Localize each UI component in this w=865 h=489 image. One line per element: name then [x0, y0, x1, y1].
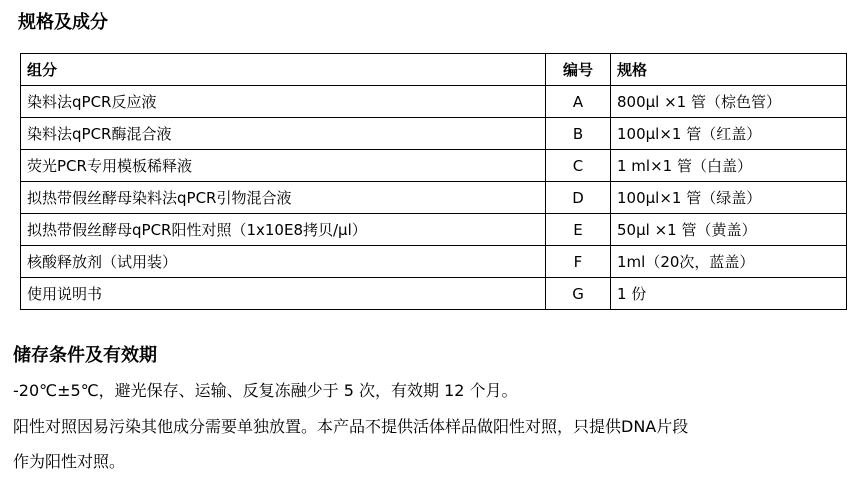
cell-spec: 1 ml×1 管（白盖） — [611, 150, 847, 182]
cell-component: 使用说明书 — [21, 278, 546, 310]
table-row — [21, 246, 847, 278]
cell-spec: 1 份 — [611, 278, 847, 310]
header-component: 组分 — [21, 54, 546, 86]
cell-code: G — [546, 278, 611, 310]
cell-code: E — [546, 214, 611, 246]
positive-control-note-line2: 作为阳性对照。 — [13, 452, 126, 471]
cell-component: 荧光PCR专用模板稀释液 — [21, 150, 546, 182]
cell-component: 染料法qPCR酶混合液 — [21, 118, 546, 150]
cell-code: C — [546, 150, 611, 182]
cell-spec: 100μl×1 管（绿盖） — [611, 182, 847, 214]
cell-spec: 800μl ×1 管（棕色管） — [611, 86, 847, 118]
cell-component: 拟热带假丝酵母染料法qPCR引物混合液 — [21, 182, 546, 214]
spec-table — [20, 53, 847, 310]
cell-spec: 50μl ×1 管（黄盖） — [611, 214, 847, 246]
cell-code: A — [546, 86, 611, 118]
table-row — [21, 278, 847, 310]
spec-section-title: 规格及成分 — [18, 12, 108, 33]
table-row — [21, 214, 847, 246]
cell-code: F — [546, 246, 611, 278]
storage-section-title: 储存条件及有效期 — [13, 345, 157, 366]
table-header-row — [21, 54, 847, 86]
table-row — [21, 182, 847, 214]
cell-spec: 1ml（20次，蓝盖） — [611, 246, 847, 278]
cell-code: B — [546, 118, 611, 150]
cell-component: 拟热带假丝酵母qPCR阳性对照（1x10E8拷贝/μl） — [21, 214, 546, 246]
positive-control-note-line1: 阳性对照因易污染其他成分需要单独放置。本产品不提供活体样品做阳性对照，只提供DNA片段 — [13, 417, 689, 436]
table-row — [21, 150, 847, 182]
header-code: 编号 — [546, 54, 611, 86]
cell-spec: 100μl×1 管（红盖） — [611, 118, 847, 150]
cell-component: 染料法qPCR反应液 — [21, 86, 546, 118]
storage-conditions-text: -20℃±5℃，避光保存、运输、反复冻融少于 5 次，有效期 12 个月。 — [13, 381, 518, 400]
cell-component: 核酸释放剂（试用装） — [21, 246, 546, 278]
header-spec: 规格 — [611, 54, 847, 86]
table-row — [21, 86, 847, 118]
cell-code: D — [546, 182, 611, 214]
table-row — [21, 118, 847, 150]
